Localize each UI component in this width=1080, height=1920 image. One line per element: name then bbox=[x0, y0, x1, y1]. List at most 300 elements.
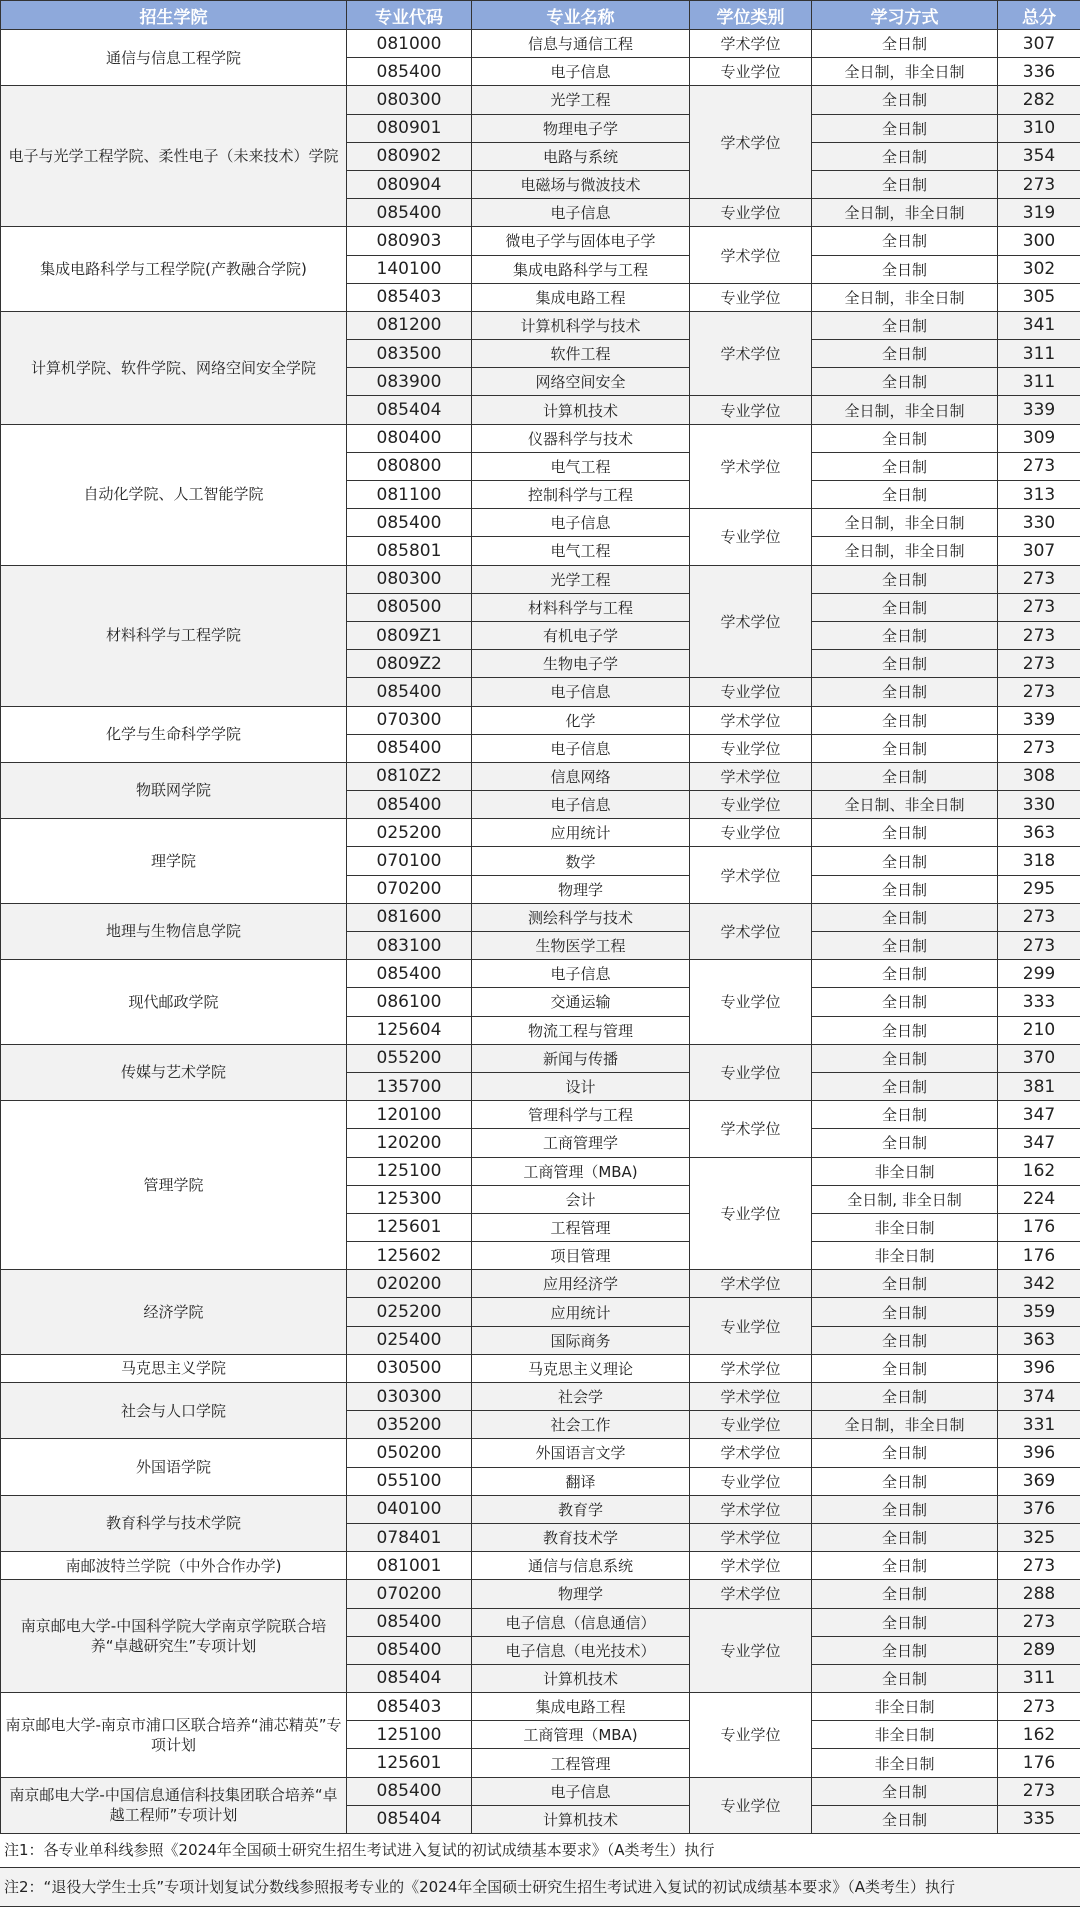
major-name: 项目管理 bbox=[472, 1242, 690, 1270]
total-score: 318 bbox=[998, 847, 1080, 875]
study-mode: 全日制 bbox=[812, 762, 998, 790]
major-code: 125100 bbox=[347, 1721, 472, 1749]
total-score: 176 bbox=[998, 1749, 1080, 1777]
study-mode: 全日制，非全日制 bbox=[812, 1411, 998, 1439]
total-score: 339 bbox=[998, 706, 1080, 734]
college-name: 南京邮电大学-南京市浦口区联合培养“浦芯精英”专项计划 bbox=[1, 1693, 347, 1778]
degree-type: 专业学位 bbox=[690, 791, 812, 819]
major-name: 电子信息 bbox=[472, 509, 690, 537]
degree-type: 学术学位 bbox=[690, 1383, 812, 1411]
major-code: 081001 bbox=[347, 1552, 472, 1580]
major-code: 085400 bbox=[347, 199, 472, 227]
major-code: 055200 bbox=[347, 1044, 472, 1072]
degree-type: 学术学位 bbox=[690, 1270, 812, 1298]
total-score: 311 bbox=[998, 1664, 1080, 1692]
major-code: 120100 bbox=[347, 1101, 472, 1129]
degree-type: 专业学位 bbox=[690, 1608, 812, 1693]
major-name: 社会学 bbox=[472, 1383, 690, 1411]
study-mode: 全日制 bbox=[812, 988, 998, 1016]
degree-type: 学术学位 bbox=[690, 706, 812, 734]
table-row bbox=[1, 1495, 1080, 1523]
study-mode: 全日制 bbox=[812, 1354, 998, 1382]
total-score: 333 bbox=[998, 988, 1080, 1016]
major-name: 外国语言文学 bbox=[472, 1439, 690, 1467]
total-score: 330 bbox=[998, 791, 1080, 819]
total-score: 295 bbox=[998, 875, 1080, 903]
major-name: 工商管理（MBA) bbox=[472, 1721, 690, 1749]
study-mode: 全日制 bbox=[812, 1129, 998, 1157]
college-name: 经济学院 bbox=[1, 1270, 347, 1355]
major-name: 教育学 bbox=[472, 1495, 690, 1523]
major-name: 物流工程与管理 bbox=[472, 1016, 690, 1044]
degree-type: 学术学位 bbox=[690, 86, 812, 199]
degree-type: 学术学位 bbox=[690, 762, 812, 790]
college-name: 外国语学院 bbox=[1, 1439, 347, 1495]
study-mode: 全日制 bbox=[812, 114, 998, 142]
study-mode: 全日制，非全日制 bbox=[812, 199, 998, 227]
major-code: 070100 bbox=[347, 847, 472, 875]
total-score: 273 bbox=[998, 932, 1080, 960]
note-1: 注1：各专业单科线参照《2024年全国硕士研究生招生考试进入复试的初试成绩基本要求》（A类考生）执行 bbox=[0, 1834, 1080, 1868]
major-code: 050200 bbox=[347, 1439, 472, 1467]
college-name: 现代邮政学院 bbox=[1, 960, 347, 1045]
major-name: 翻译 bbox=[472, 1467, 690, 1495]
major-code: 085801 bbox=[347, 537, 472, 565]
table-row bbox=[1, 86, 1080, 114]
study-mode: 非全日制 bbox=[812, 1213, 998, 1241]
table-row bbox=[1, 706, 1080, 734]
major-name: 工程管理 bbox=[472, 1749, 690, 1777]
major-name: 应用统计 bbox=[472, 819, 690, 847]
total-score: 376 bbox=[998, 1495, 1080, 1523]
note-2: 注2：“退役大学生士兵”专项计划复试分数线参照报考专业的《2024年全国硕士研究生招生考试进入复试的初试成绩基本要求》（A类考生）执行 bbox=[0, 1868, 1080, 1907]
major-code: 070300 bbox=[347, 706, 472, 734]
college-name: 传媒与艺术学院 bbox=[1, 1044, 347, 1100]
major-code: 080300 bbox=[347, 86, 472, 114]
total-score: 396 bbox=[998, 1439, 1080, 1467]
major-name: 交通运输 bbox=[472, 988, 690, 1016]
major-name: 集成电路工程 bbox=[472, 283, 690, 311]
total-score: 176 bbox=[998, 1242, 1080, 1270]
major-name: 电子信息 bbox=[472, 678, 690, 706]
major-code: 0810Z2 bbox=[347, 762, 472, 790]
major-code: 085403 bbox=[347, 1693, 472, 1721]
total-score: 162 bbox=[998, 1157, 1080, 1185]
major-code: 120200 bbox=[347, 1129, 472, 1157]
major-name: 材料科学与工程 bbox=[472, 593, 690, 621]
table-header-row bbox=[1, 1, 1080, 30]
degree-type: 学术学位 bbox=[690, 847, 812, 903]
degree-type: 专业学位 bbox=[690, 960, 812, 1045]
major-name: 生物电子学 bbox=[472, 650, 690, 678]
major-code: 080300 bbox=[347, 565, 472, 593]
major-name: 化学 bbox=[472, 706, 690, 734]
major-code: 080800 bbox=[347, 452, 472, 480]
study-mode: 全日制 bbox=[812, 1326, 998, 1354]
major-code: 085400 bbox=[347, 678, 472, 706]
degree-type: 专业学位 bbox=[690, 199, 812, 227]
study-mode: 非全日制 bbox=[812, 1749, 998, 1777]
major-name: 会计 bbox=[472, 1185, 690, 1213]
study-mode: 全日制 bbox=[812, 678, 998, 706]
major-code: 081600 bbox=[347, 903, 472, 931]
major-name: 仪器科学与技术 bbox=[472, 424, 690, 452]
study-mode: 全日制 bbox=[812, 227, 998, 255]
total-score: 330 bbox=[998, 509, 1080, 537]
study-mode: 全日制 bbox=[812, 142, 998, 170]
major-name: 网络空间安全 bbox=[472, 368, 690, 396]
total-score: 273 bbox=[998, 903, 1080, 931]
major-name: 集成电路工程 bbox=[472, 1693, 690, 1721]
major-code: 125601 bbox=[347, 1749, 472, 1777]
major-code: 0809Z1 bbox=[347, 621, 472, 649]
major-code: 080902 bbox=[347, 142, 472, 170]
degree-type: 学术学位 bbox=[690, 1495, 812, 1523]
major-code: 083900 bbox=[347, 368, 472, 396]
table-row bbox=[1, 424, 1080, 452]
total-score: 289 bbox=[998, 1636, 1080, 1664]
degree-type: 专业学位 bbox=[690, 509, 812, 565]
major-name: 电气工程 bbox=[472, 452, 690, 480]
major-name: 集成电路科学与工程 bbox=[472, 255, 690, 283]
table-body bbox=[1, 30, 1080, 1834]
total-score: 307 bbox=[998, 537, 1080, 565]
study-mode: 全日制 bbox=[812, 311, 998, 339]
major-code: 055100 bbox=[347, 1467, 472, 1495]
study-mode: 全日制 bbox=[812, 706, 998, 734]
total-score: 162 bbox=[998, 1721, 1080, 1749]
total-score: 273 bbox=[998, 1693, 1080, 1721]
major-code: 125601 bbox=[347, 1213, 472, 1241]
study-mode: 全日制 bbox=[812, 1072, 998, 1100]
college-name: 马克思主义学院 bbox=[1, 1354, 347, 1382]
major-code: 085400 bbox=[347, 58, 472, 86]
degree-type: 专业学位 bbox=[690, 1044, 812, 1100]
major-name: 马克思主义理论 bbox=[472, 1354, 690, 1382]
table-row bbox=[1, 762, 1080, 790]
major-code: 125100 bbox=[347, 1157, 472, 1185]
major-code: 081100 bbox=[347, 481, 472, 509]
study-mode: 全日制 bbox=[812, 1270, 998, 1298]
study-mode: 全日制 bbox=[812, 1523, 998, 1551]
notes bbox=[0, 1834, 1080, 1907]
table-row bbox=[1, 1101, 1080, 1129]
total-score: 305 bbox=[998, 283, 1080, 311]
study-mode: 全日制 bbox=[812, 1467, 998, 1495]
study-mode: 全日制 bbox=[812, 1383, 998, 1411]
table-row bbox=[1, 1383, 1080, 1411]
study-mode: 全日制 bbox=[812, 424, 998, 452]
total-score: 347 bbox=[998, 1129, 1080, 1157]
total-score: 381 bbox=[998, 1072, 1080, 1100]
table-row bbox=[1, 565, 1080, 593]
degree-type: 专业学位 bbox=[690, 1157, 812, 1270]
major-code: 080901 bbox=[347, 114, 472, 142]
major-name: 管理科学与工程 bbox=[472, 1101, 690, 1129]
degree-type: 学术学位 bbox=[690, 311, 812, 396]
total-score: 273 bbox=[998, 170, 1080, 198]
study-mode: 非全日制 bbox=[812, 1721, 998, 1749]
study-mode: 全日制，非全日制 bbox=[812, 283, 998, 311]
total-score: 299 bbox=[998, 960, 1080, 988]
study-mode: 全日制 bbox=[812, 452, 998, 480]
college-name: 物联网学院 bbox=[1, 762, 347, 818]
total-score: 319 bbox=[998, 199, 1080, 227]
study-mode: 全日制，非全日制 bbox=[812, 509, 998, 537]
total-score: 363 bbox=[998, 1326, 1080, 1354]
study-mode: 全日制、非全日制 bbox=[812, 791, 998, 819]
header-mode: 学习方式 bbox=[812, 1, 998, 30]
total-score: 359 bbox=[998, 1298, 1080, 1326]
study-mode: 全日制 bbox=[812, 481, 998, 509]
major-code: 0809Z2 bbox=[347, 650, 472, 678]
degree-type: 专业学位 bbox=[690, 819, 812, 847]
study-mode: 全日制 bbox=[812, 1552, 998, 1580]
major-name: 教育技术学 bbox=[472, 1523, 690, 1551]
table-row bbox=[1, 1439, 1080, 1467]
study-mode: 全日制 bbox=[812, 1101, 998, 1129]
study-mode: 全日制 bbox=[812, 1580, 998, 1608]
study-mode: 全日制 bbox=[812, 1016, 998, 1044]
major-name: 光学工程 bbox=[472, 86, 690, 114]
major-name: 计算机技术 bbox=[472, 396, 690, 424]
major-name: 新闻与传播 bbox=[472, 1044, 690, 1072]
degree-type: 专业学位 bbox=[690, 58, 812, 86]
total-score: 336 bbox=[998, 58, 1080, 86]
major-code: 085400 bbox=[347, 734, 472, 762]
college-name: 自动化学院、人工智能学院 bbox=[1, 424, 347, 565]
total-score: 310 bbox=[998, 114, 1080, 142]
total-score: 369 bbox=[998, 1467, 1080, 1495]
table-row bbox=[1, 227, 1080, 255]
major-code: 080400 bbox=[347, 424, 472, 452]
study-mode: 全日制 bbox=[812, 819, 998, 847]
degree-type: 专业学位 bbox=[690, 396, 812, 424]
degree-type: 专业学位 bbox=[690, 1777, 812, 1833]
major-name: 物理学 bbox=[472, 1580, 690, 1608]
major-code: 125602 bbox=[347, 1242, 472, 1270]
degree-type: 学术学位 bbox=[690, 30, 812, 58]
header-code: 专业代码 bbox=[347, 1, 472, 30]
total-score: 311 bbox=[998, 340, 1080, 368]
major-name: 信息网络 bbox=[472, 762, 690, 790]
study-mode: 全日制 bbox=[812, 1777, 998, 1805]
study-mode: 全日制 bbox=[812, 903, 998, 931]
total-score: 273 bbox=[998, 565, 1080, 593]
total-score: 273 bbox=[998, 452, 1080, 480]
degree-type: 学术学位 bbox=[690, 1101, 812, 1157]
total-score: 273 bbox=[998, 1777, 1080, 1805]
major-name: 信息与通信工程 bbox=[472, 30, 690, 58]
study-mode: 全日制 bbox=[812, 30, 998, 58]
total-score: 342 bbox=[998, 1270, 1080, 1298]
college-name: 南京邮电大学-中国科学院大学南京学院联合培养“卓越研究生”专项计划 bbox=[1, 1580, 347, 1693]
header-college: 招生学院 bbox=[1, 1, 347, 30]
major-name: 电子信息 bbox=[472, 199, 690, 227]
major-name: 工商管理（MBA) bbox=[472, 1157, 690, 1185]
study-mode: 全日制 bbox=[812, 875, 998, 903]
major-name: 应用统计 bbox=[472, 1298, 690, 1326]
total-score: 307 bbox=[998, 30, 1080, 58]
major-code: 085404 bbox=[347, 396, 472, 424]
major-name: 通信与信息系统 bbox=[472, 1552, 690, 1580]
major-name: 应用经济学 bbox=[472, 1270, 690, 1298]
degree-type: 学术学位 bbox=[690, 424, 812, 509]
major-name: 计算机技术 bbox=[472, 1664, 690, 1692]
college-name: 教育科学与技术学院 bbox=[1, 1495, 347, 1551]
college-name: 通信与信息工程学院 bbox=[1, 30, 347, 86]
total-score: 370 bbox=[998, 1044, 1080, 1072]
college-name: 材料科学与工程学院 bbox=[1, 565, 347, 706]
major-code: 083500 bbox=[347, 340, 472, 368]
major-code: 086100 bbox=[347, 988, 472, 1016]
degree-type: 学术学位 bbox=[690, 1580, 812, 1608]
degree-type: 专业学位 bbox=[690, 1693, 812, 1778]
study-mode: 非全日制 bbox=[812, 1157, 998, 1185]
major-name: 电子信息 bbox=[472, 58, 690, 86]
major-name: 计算机技术 bbox=[472, 1805, 690, 1833]
degree-type: 专业学位 bbox=[690, 1467, 812, 1495]
total-score: 273 bbox=[998, 1608, 1080, 1636]
degree-type: 学术学位 bbox=[690, 903, 812, 959]
major-name: 社会工作 bbox=[472, 1411, 690, 1439]
study-mode: 全日制 bbox=[812, 565, 998, 593]
degree-type: 专业学位 bbox=[690, 1411, 812, 1439]
study-mode: 全日制 bbox=[812, 1298, 998, 1326]
total-score: 273 bbox=[998, 650, 1080, 678]
major-code: 080904 bbox=[347, 170, 472, 198]
study-mode: 全日制 bbox=[812, 340, 998, 368]
total-score: 273 bbox=[998, 678, 1080, 706]
study-mode: 全日制，非全日制 bbox=[812, 58, 998, 86]
total-score: 354 bbox=[998, 142, 1080, 170]
major-code: 085404 bbox=[347, 1664, 472, 1692]
college-name: 地理与生物信息学院 bbox=[1, 903, 347, 959]
major-code: 085400 bbox=[347, 1608, 472, 1636]
major-name: 电磁场与微波技术 bbox=[472, 170, 690, 198]
study-mode: 全日制 bbox=[812, 1636, 998, 1664]
total-score: 273 bbox=[998, 1552, 1080, 1580]
major-name: 电气工程 bbox=[472, 537, 690, 565]
total-score: 210 bbox=[998, 1016, 1080, 1044]
major-code: 081000 bbox=[347, 30, 472, 58]
total-score: 341 bbox=[998, 311, 1080, 339]
total-score: 396 bbox=[998, 1354, 1080, 1382]
table-row bbox=[1, 1552, 1080, 1580]
major-name: 国际商务 bbox=[472, 1326, 690, 1354]
college-name: 化学与生命科学学院 bbox=[1, 706, 347, 762]
study-mode: 全日制 bbox=[812, 734, 998, 762]
major-code: 040100 bbox=[347, 1495, 472, 1523]
total-score: 339 bbox=[998, 396, 1080, 424]
table-row bbox=[1, 1777, 1080, 1805]
major-code: 081200 bbox=[347, 311, 472, 339]
total-score: 363 bbox=[998, 819, 1080, 847]
study-mode: 全日制 bbox=[812, 1805, 998, 1833]
table-row bbox=[1, 960, 1080, 988]
major-name: 测绘科学与技术 bbox=[472, 903, 690, 931]
major-code: 125300 bbox=[347, 1185, 472, 1213]
major-name: 计算机科学与技术 bbox=[472, 311, 690, 339]
study-mode: 全日制 bbox=[812, 1608, 998, 1636]
major-code: 078401 bbox=[347, 1523, 472, 1551]
major-name: 电子信息 bbox=[472, 1777, 690, 1805]
degree-type: 专业学位 bbox=[690, 734, 812, 762]
study-mode: 全日制 bbox=[812, 1044, 998, 1072]
total-score: 325 bbox=[998, 1523, 1080, 1551]
total-score: 331 bbox=[998, 1411, 1080, 1439]
table-row bbox=[1, 30, 1080, 58]
total-score: 273 bbox=[998, 734, 1080, 762]
major-name: 工程管理 bbox=[472, 1213, 690, 1241]
college-name: 电子与光学工程学院、柔性电子（未来技术）学院 bbox=[1, 86, 347, 227]
major-name: 设计 bbox=[472, 1072, 690, 1100]
college-name: 计算机学院、软件学院、网络空间安全学院 bbox=[1, 311, 347, 424]
major-name: 工商管理学 bbox=[472, 1129, 690, 1157]
total-score: 273 bbox=[998, 593, 1080, 621]
study-mode: 全日制 bbox=[812, 960, 998, 988]
table-row bbox=[1, 311, 1080, 339]
table-row bbox=[1, 1580, 1080, 1608]
major-code: 085404 bbox=[347, 1805, 472, 1833]
major-code: 030300 bbox=[347, 1383, 472, 1411]
study-mode: 全日制 bbox=[812, 1495, 998, 1523]
total-score: 282 bbox=[998, 86, 1080, 114]
major-name: 软件工程 bbox=[472, 340, 690, 368]
major-code: 025400 bbox=[347, 1326, 472, 1354]
major-code: 025200 bbox=[347, 1298, 472, 1326]
major-name: 电子信息 bbox=[472, 791, 690, 819]
college-name: 集成电路科学与工程学院(产教融合学院) bbox=[1, 227, 347, 312]
major-code: 035200 bbox=[347, 1411, 472, 1439]
total-score: 335 bbox=[998, 1805, 1080, 1833]
major-name: 电子信息（电光技术） bbox=[472, 1636, 690, 1664]
major-name: 光学工程 bbox=[472, 565, 690, 593]
major-name: 电子信息 bbox=[472, 960, 690, 988]
total-score: 313 bbox=[998, 481, 1080, 509]
degree-type: 学术学位 bbox=[690, 1439, 812, 1467]
study-mode: 全日制 bbox=[812, 368, 998, 396]
major-name: 电子信息（信息通信） bbox=[472, 1608, 690, 1636]
degree-type: 专业学位 bbox=[690, 283, 812, 311]
study-mode: 全日制 bbox=[812, 1439, 998, 1467]
major-code: 085400 bbox=[347, 1777, 472, 1805]
major-name: 电路与系统 bbox=[472, 142, 690, 170]
major-code: 085400 bbox=[347, 960, 472, 988]
total-score: 309 bbox=[998, 424, 1080, 452]
major-code: 080500 bbox=[347, 593, 472, 621]
study-mode: 全日制 bbox=[812, 1664, 998, 1692]
study-mode: 全日制 bbox=[812, 86, 998, 114]
degree-type: 学术学位 bbox=[690, 1354, 812, 1382]
college-name: 管理学院 bbox=[1, 1101, 347, 1270]
total-score: 273 bbox=[998, 621, 1080, 649]
degree-type: 学术学位 bbox=[690, 1552, 812, 1580]
major-name: 控制科学与工程 bbox=[472, 481, 690, 509]
major-code: 020200 bbox=[347, 1270, 472, 1298]
major-name: 电子信息 bbox=[472, 734, 690, 762]
study-mode: 全日制 bbox=[812, 621, 998, 649]
college-name: 南邮波特兰学院（中外合作办学) bbox=[1, 1552, 347, 1580]
degree-type: 专业学位 bbox=[690, 678, 812, 706]
table-row bbox=[1, 1044, 1080, 1072]
major-code: 025200 bbox=[347, 819, 472, 847]
table-row bbox=[1, 819, 1080, 847]
college-name: 南京邮电大学-中国信息通信科技集团联合培养“卓越工程师”专项计划 bbox=[1, 1777, 347, 1833]
study-mode: 全日制，非全日制 bbox=[812, 537, 998, 565]
degree-type: 学术学位 bbox=[690, 1523, 812, 1551]
major-code: 070200 bbox=[347, 875, 472, 903]
